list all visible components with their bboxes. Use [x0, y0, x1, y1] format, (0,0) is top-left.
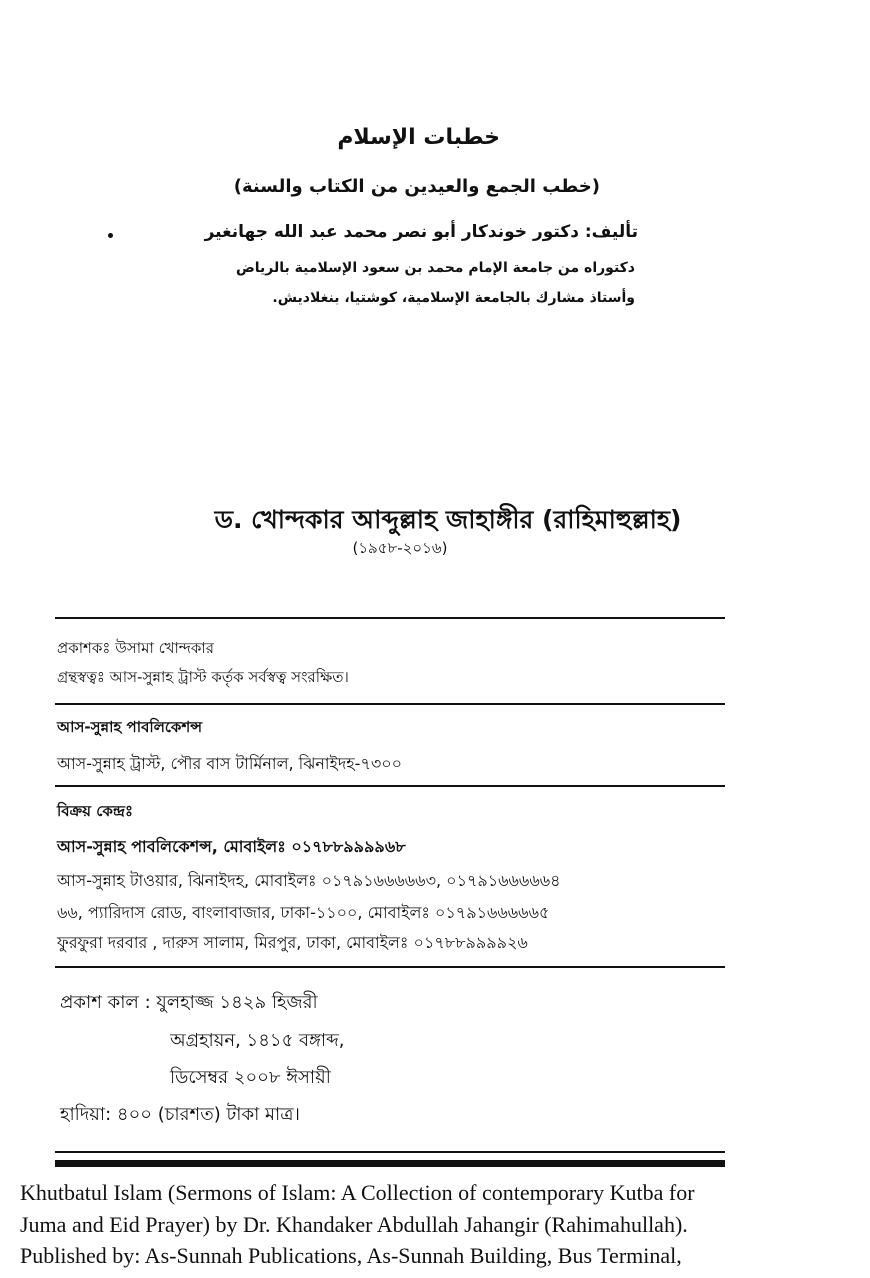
publications-name: আস-সুন্নাহ পাবলিকেশন্স — [57, 718, 203, 736]
sales-line-2: আস-সুন্নাহ টাওয়ার, ঝিনাইদহ, মোবাইলঃ ০১৭৯১৬৬৬৬৬৩, ০১৭৯১৬৬৬৬৬৪ — [57, 871, 561, 890]
arabic-title: خطبات الإسلام — [337, 125, 500, 150]
sales-line-4: ফুরফুরা দরবার , দারুস সালাম, মিরপুর, ঢাকা, মোবাইলঃ ০১৭৮৮৯৯৯৯২৬ — [57, 933, 528, 952]
divider-5 — [55, 1151, 725, 1153]
english-line-1: Khutbatul Islam (Sermons of Islam: A Collection of contemporary Kutba for — [20, 1180, 695, 1205]
publisher-line: প্রকাশকঃ উসামা খোন্দকার — [57, 639, 214, 657]
arabic-subtitle: (خطب الجمع والعيدين من الكتاب والسنة) — [233, 176, 600, 197]
bengali-author-name: ড. খোন্দকার আব্দুল্লাহ জাহাঙ্গীর (রাহিমাহুল্লাহ) — [214, 505, 682, 534]
publications-address: আস-সুন্নাহ ট্রাস্ট, পৌর বাস টার্মিনাল, ঝিনাইদহ-৭৩০০ — [57, 754, 403, 773]
sales-heading: বিক্রয় কেন্দ্রঃ — [57, 802, 133, 820]
publication-date-line-1: প্রকাশ কাল : যুলহাজ্জ ১৪২৯ হিজরী — [60, 992, 318, 1013]
sales-line-3: ৬৬, প্যারিদাস রোড, বাংলাবাজার, ঢাকা-১১০০, মোবাইলঃ ০১৭৯১৬৬৬৬৬৫ — [57, 903, 550, 922]
copyright-line: গ্রন্থস্বত্বঃ আস-সুন্নাহ ট্রাস্ট কর্তৃক সর্বস্বত্ব সংরক্ষিত। — [57, 668, 349, 686]
sales-line-1: আস-সুন্নাহ পাবলিকেশন্স, মোবাইলঃ ০১৭৮৮৯৯৯৯৬৮ — [57, 837, 406, 856]
divider-3 — [55, 785, 725, 787]
english-line-2: Juma and Eid Prayer) by Dr. Khandaker Abdullah Jahangir (Rahimahullah). — [20, 1212, 688, 1237]
bengali-author-years: (১৯৫৮-২০১৬) — [352, 539, 448, 557]
stray-dot — [108, 233, 113, 238]
publication-date-line-3: ডিসেম্বর ২০০৮ ঈসায়ী — [170, 1067, 331, 1088]
arabic-position: وأستاذ مشارك بالجامعة الإسلامية، كوشتيا، بنغلاديش. — [272, 290, 635, 306]
english-line-3: Published by: As-Sunnah Publications, As-Sunnah Building, Bus Terminal, — [20, 1243, 682, 1268]
arabic-author: تأليف: دكتور خوندكار أبو نصر محمد عبد الله جهانغير — [204, 222, 638, 242]
divider-2 — [55, 703, 725, 705]
divider-thick — [55, 1160, 725, 1167]
price-line: হাদিয়া: ৪০০ (চারশত) টাকা মাত্র। — [60, 1104, 300, 1125]
arabic-degree: دكتوراه من جامعة الإمام محمد بن سعود الإسلامية بالرياض — [235, 260, 635, 276]
divider-1 — [55, 617, 725, 619]
divider-4 — [55, 966, 725, 968]
publication-date-line-2: অগ্রহায়ন, ১৪১৫ বঙ্গাব্দ, — [170, 1030, 345, 1051]
